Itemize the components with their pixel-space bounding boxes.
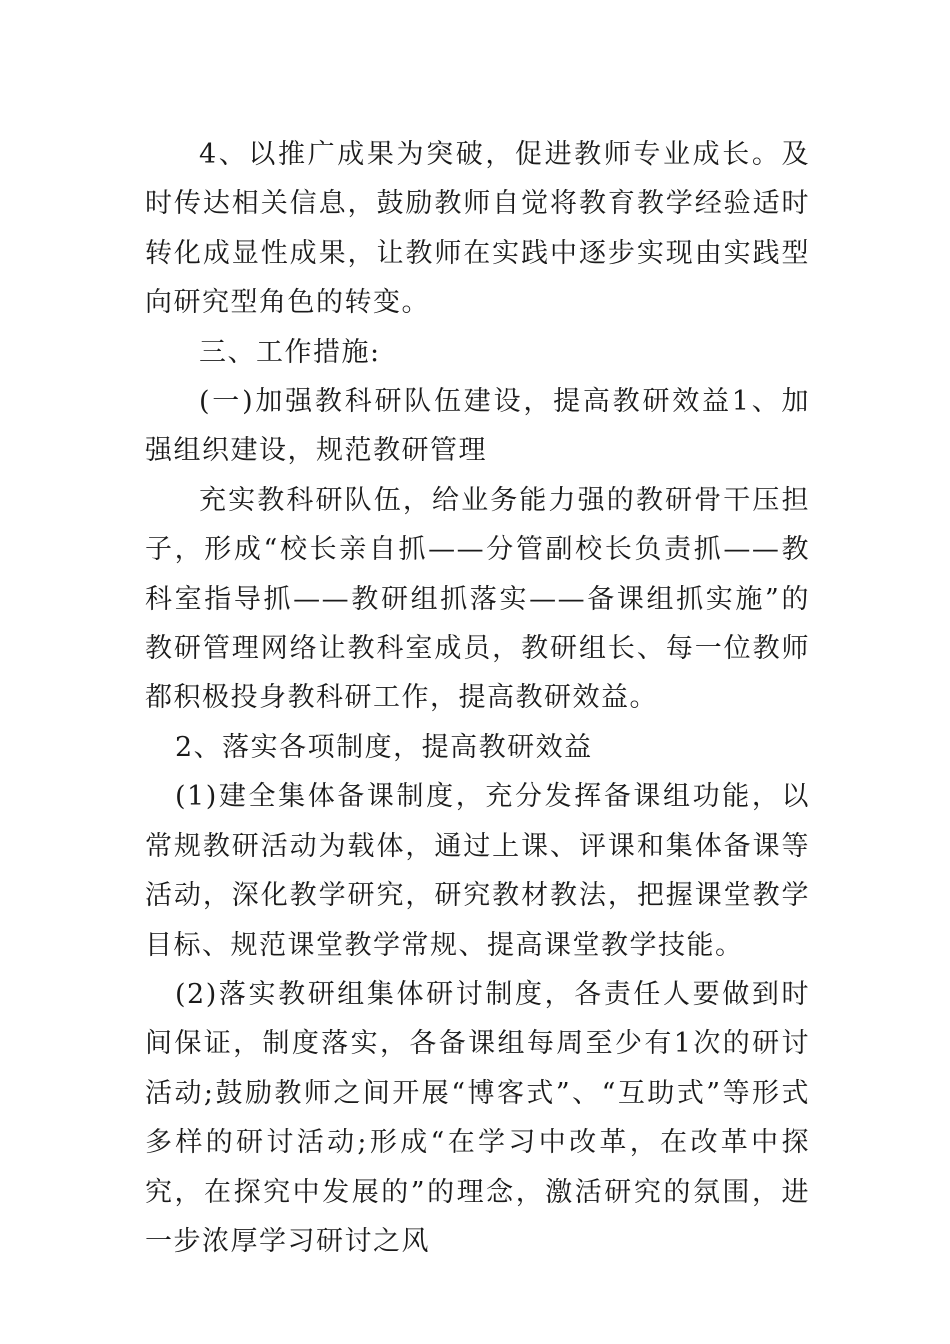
paragraph-collective-lesson-prep: (1)建全集体备课制度，充分发挥备课组功能，以常规教研活动为载体，通过上课、评课和集体备课等活动，深化教学研究，研究教材教法，把握课堂教学目标、规范课堂教学常规、提高课堂教学技能。 xyxy=(145,781,810,961)
paragraph-promote-results: 4、以推广成果为突破，促进教师专业成长。及时传达相关信息，鼓励教师自觉将教育教学经验适时转化成显性成果，让教师在实践中逐步实现由实践型向研究型角色的转变。 xyxy=(145,139,810,319)
paragraph-group-discussion: (2)落实教研组集体研讨制度，各责任人要做到时间保证，制度落实，各备课组每周至少有1次的研讨活动;鼓励教师之间开展“博客式”、“互助式”等形式多样的研讨活动;形成“在学习中改革，在改革中探究，在探究中发展的”的理念，激活研究的氛围，进一步浓厚学习研讨之风 xyxy=(145,978,810,1257)
heading-implement-systems: 2、落实各项制度，提高教研效益 xyxy=(175,731,593,763)
heading-work-measures: 三、工作措施: xyxy=(199,336,381,368)
heading-team-building: (一)加强教科研队伍建设，提高教研效益1、加强组织建设，规范教研管理 xyxy=(145,386,810,467)
document-body xyxy=(145,130,810,1266)
paragraph-enrich-team: 充实教科研队伍，给业务能力强的教研骨干压担子，形成“校长亲自抓——分管副校长负责抓——教科室指导抓——教研组抓落实——备课组抓实施”的教研管理网络让教科室成员，教研组长、每一位教师都积极投身教科研工作，提高教研效益。 xyxy=(145,484,810,714)
